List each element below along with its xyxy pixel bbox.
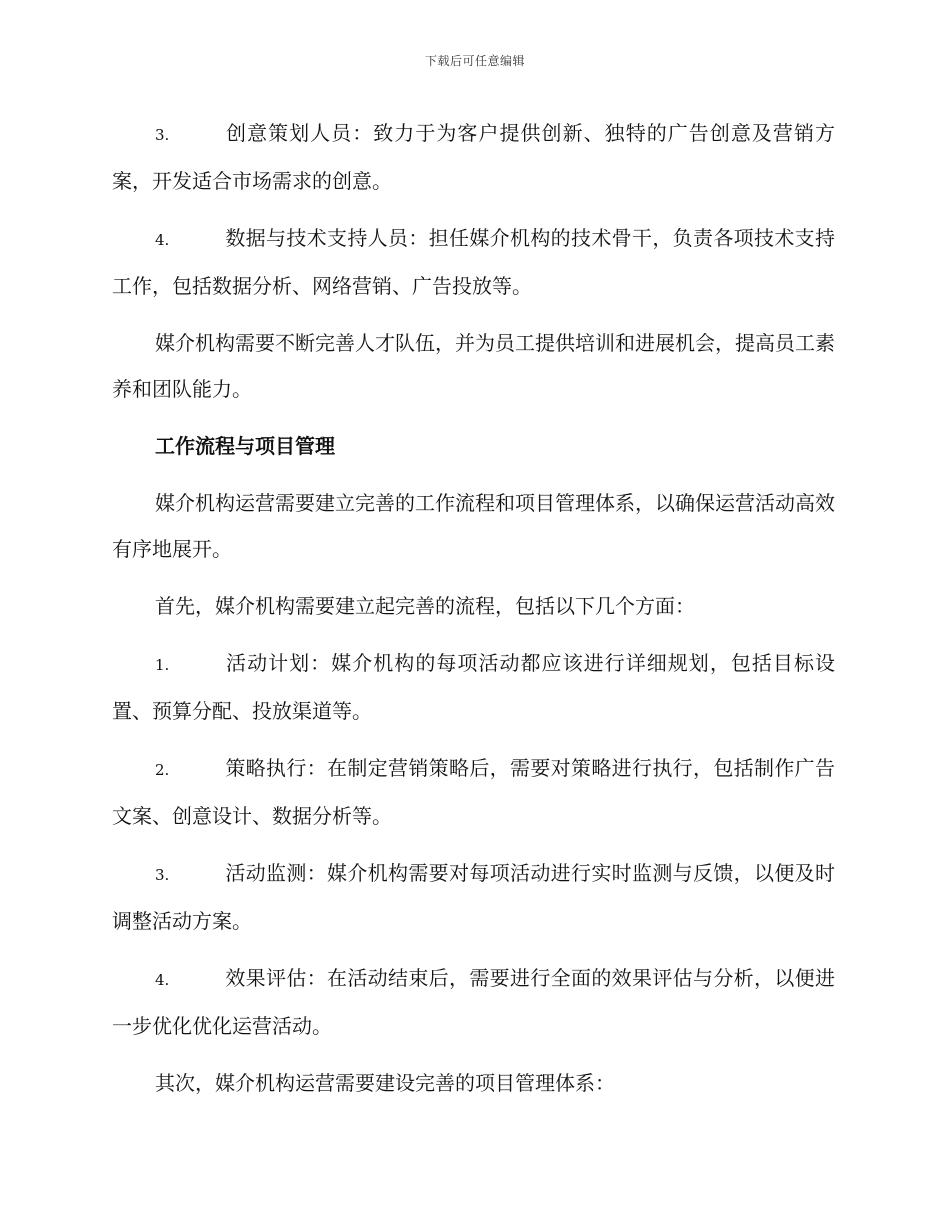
list-item [112,850,835,944]
list-item-text: 策略执行：在制定营销策略后，需要对策略进行执行，包括制作广告文案、创意设计、数据分析等。 [112,756,835,828]
list-item-text: 数据与技术支持人员：担任媒介机构的技术骨干，负责各项技术支持工作，包括数据分析、网络营销、广告投放等。 [112,226,835,298]
list-item-text: 效果评估：在活动结束后，需要进行全面的效果评估与分析，以便进一步优化优化运营活动。 [112,966,835,1038]
paragraph-intro: 媒介机构运营需要建立完善的工作流程和项目管理体系，以确保运营活动高效有序地展开。 [112,491,835,561]
list-item [112,640,835,734]
list-item-text: 活动计划：媒介机构的每项活动都应该进行详细规划，包括目标设置、预算分配、投放渠道等。 [112,651,835,723]
list-number: 4. [155,971,170,989]
list-number: 1. [155,656,170,674]
document-body [112,110,835,1117]
section-heading: 工作流程与项目管理 [155,434,335,458]
header-note: 下载后可任意编辑 [424,54,525,68]
list-item [112,215,835,309]
list-item-text: 创意策划人员：致力于为客户提供创新、独特的广告创意及营销方案，开发适合市场需求的创意。 [112,121,835,193]
list-number: 3. [155,126,170,144]
list-number: 4. [155,231,170,249]
paragraph-team: 媒介机构需要不断完善人才队伍，并为员工提供培训和进展机会，提高员工素养和团队能力。 [112,331,835,401]
paragraph-first: 首先，媒介机构需要建立起完善的流程，包括以下几个方面： [155,594,695,618]
list-number: 3. [155,866,170,884]
list-item [112,110,835,204]
paragraph-second: 其次，媒介机构运营需要建设完善的项目管理体系： [155,1071,615,1095]
list-item [112,745,835,839]
list-item [112,955,835,1049]
list-number: 2. [155,761,170,779]
list-item-text: 活动监测：媒介机构需要对每项活动进行实时监测与反馈，以便及时调整活动方案。 [112,861,835,933]
